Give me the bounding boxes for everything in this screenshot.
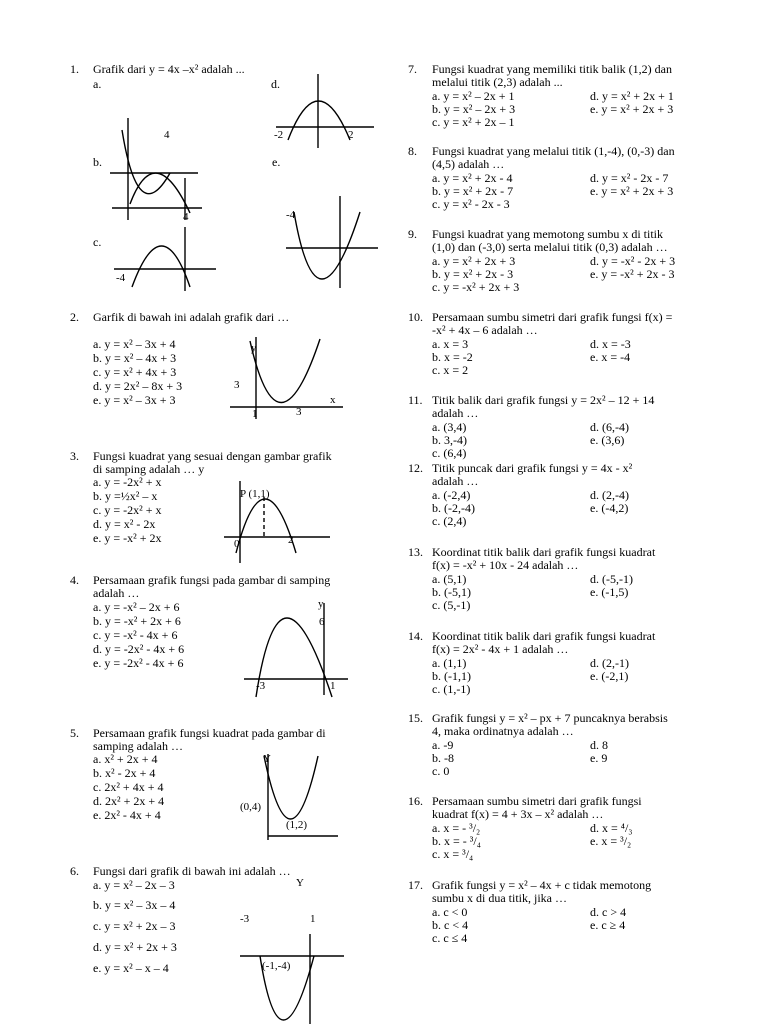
q2-option-c: c. y = x² + 4x + 3 bbox=[93, 365, 177, 379]
q14-option-a: a. (1,1) bbox=[432, 656, 467, 670]
q10-option-c: c. x = 2 bbox=[432, 363, 469, 377]
q3-label-p: P (1,1) bbox=[240, 488, 270, 500]
q17-option-d: d. c > 4 bbox=[590, 905, 627, 919]
q2-number: 2. bbox=[70, 310, 79, 324]
q15-option-a: a. -9 bbox=[432, 738, 454, 752]
q1-graph-e bbox=[282, 196, 382, 291]
q10-stem-line1: Persamaan sumbu simetri dari grafik fungsi f(x) = bbox=[432, 310, 673, 324]
q12-option-e: e. (-4,2) bbox=[590, 501, 629, 515]
q3-stem-line1: Fungsi kuadrat yang sesuai dengan gambar grafik bbox=[93, 449, 332, 463]
q12-stem-line1: Titik puncak dari grafik fungsi y = 4x - x² bbox=[432, 461, 633, 475]
q2-label-1: 1 bbox=[252, 408, 258, 420]
q15-option-c: c. 0 bbox=[432, 764, 450, 778]
q14-option-b: b. (-1,1) bbox=[432, 669, 471, 683]
q8-option-a: a. y = x² + 2x - 4 bbox=[432, 171, 513, 185]
q16-option-e: e. x = ³/₂ bbox=[590, 834, 632, 848]
q12-option-c: c. (2,4) bbox=[432, 514, 467, 528]
q6-label-vertex: (-1,-4) bbox=[262, 960, 291, 972]
q14-stem-line2: f(x) = 2x² - 4x + 1 adalah … bbox=[432, 642, 569, 656]
q1-option-c: c. bbox=[93, 235, 102, 249]
q14-option-e: e. (-2,1) bbox=[590, 669, 629, 683]
q14-option-d: d. (2,-1) bbox=[590, 656, 629, 670]
q12-option-b: b. (-2,-4) bbox=[432, 501, 475, 515]
q4-option-e: e. y = -2x² - 4x + 6 bbox=[93, 656, 184, 670]
q15-number: 15. bbox=[408, 711, 423, 725]
q6-stem: Fungsi dari grafik di bawah ini adalah … bbox=[93, 864, 291, 878]
q3-option-b: b. y =½x² – x bbox=[93, 489, 158, 503]
q4-label-m3: -3 bbox=[256, 680, 266, 692]
q13-stem-line2: f(x) = -x² + 10x - 24 adalah … bbox=[432, 558, 579, 572]
q15-stem-line2: 4, maka ordinatnya adalah … bbox=[432, 724, 574, 738]
q4-number: 4. bbox=[70, 573, 79, 587]
q10-option-e: e. x = -4 bbox=[590, 350, 631, 364]
q2-label-x: x bbox=[330, 394, 336, 406]
q5-number: 5. bbox=[70, 726, 79, 740]
q14-option-c: c. (1,-1) bbox=[432, 682, 471, 696]
q2-label-3b: 3 bbox=[296, 406, 302, 418]
q8-option-d: d. y = x² - 2x - 7 bbox=[590, 171, 669, 185]
q2-option-a: a. y = x² – 3x + 4 bbox=[93, 337, 176, 351]
q6-option-c: c. y = x² + 2x – 3 bbox=[93, 919, 176, 933]
q9-stem-line2: (1,0) dan (-3,0) serta melalui titik (0,3) adalah … bbox=[432, 240, 668, 254]
q16-option-c: c. x = ³/₄ bbox=[432, 847, 474, 861]
q3-label-0: 0 bbox=[234, 538, 240, 550]
q3-stem-line2: di samping adalah … y bbox=[93, 462, 205, 476]
q10-number: 10. bbox=[408, 310, 423, 324]
q4-stem-line1: Persamaan grafik fungsi pada gambar di samping bbox=[93, 573, 331, 587]
q5-label-y: Y bbox=[263, 753, 271, 765]
q6-option-d: d. y = x² + 2x + 3 bbox=[93, 940, 177, 954]
q14-number: 14. bbox=[408, 629, 423, 643]
q2-option-e: e. y = x² – 3x + 3 bbox=[93, 393, 176, 407]
q10-option-b: b. x = -2 bbox=[432, 350, 473, 364]
q3-option-d: d. y = x² - 2x bbox=[93, 517, 156, 531]
q2-stem: Garfik di bawah ini adalah grafik dari … bbox=[93, 310, 290, 324]
q12-stem-line2: adalah … bbox=[432, 474, 479, 488]
q9-number: 9. bbox=[408, 227, 417, 241]
q1-b-label-4: 4 bbox=[164, 129, 170, 141]
q13-stem-line1: Koordinat titik balik dari grafik fungsi kuadrat bbox=[432, 545, 656, 559]
q5-stem-line1: Persamaan grafik fungsi kuadrat pada gambar di bbox=[93, 726, 326, 740]
q7-stem-line1: Fungsi kuadrat yang memiliki titik balik (1,2) dan bbox=[432, 62, 672, 76]
q1-d-label-2: 2 bbox=[348, 129, 354, 141]
q5-option-d: d. 2x² + 2x + 4 bbox=[93, 794, 165, 808]
q8-option-c: c. y = x² - 2x - 3 bbox=[432, 197, 510, 211]
q7-number: 7. bbox=[408, 62, 417, 76]
q7-option-d: d. y = x² + 2x + 1 bbox=[590, 89, 674, 103]
q13-option-e: e. (-1,5) bbox=[590, 585, 629, 599]
q3-option-c: c. y = -2x² + x bbox=[93, 503, 162, 517]
q3-label-2: 2 bbox=[288, 534, 294, 546]
q9-stem-line1: Fungsi kuadrat yang memotong sumbu x di titik bbox=[432, 227, 663, 241]
q15-option-e: e. 9 bbox=[590, 751, 608, 765]
q9-option-c: c. y = -x² + 2x + 3 bbox=[432, 280, 520, 294]
q1-e-label-m4: -4 bbox=[286, 209, 296, 221]
q2-label-3: 3 bbox=[234, 379, 240, 391]
q4-stem-line2: adalah … bbox=[93, 586, 140, 600]
q1-graph-d bbox=[270, 72, 380, 152]
q6-number: 6. bbox=[70, 864, 79, 878]
q7-stem-line2: melalui titik (2,3) adalah ... bbox=[432, 75, 563, 89]
q8-option-e: e. y = x² + 2x + 3 bbox=[590, 184, 674, 198]
q8-stem-line1: Fungsi kuadrat yang melalui titik (1,-4), (0,-3) dan bbox=[432, 144, 675, 158]
q14-stem-line1: Koordinat titik balik dari grafik fungsi kuadrat bbox=[432, 629, 656, 643]
q15-option-d: d. 8 bbox=[590, 738, 608, 752]
q6-option-b: b. y = x² – 3x – 4 bbox=[93, 898, 176, 912]
q6-label-y: Y bbox=[296, 877, 304, 889]
q8-stem-line2: (4,5) adalah … bbox=[432, 157, 505, 171]
q11-option-b: b. 3,-4) bbox=[432, 433, 467, 447]
q7-option-c: c. y = x² + 2x – 1 bbox=[432, 115, 515, 129]
q6-option-a: a. y = x² – 2x – 3 bbox=[93, 878, 175, 892]
q5-option-c: c. 2x² + 4x + 4 bbox=[93, 780, 164, 794]
q16-option-a: a. x = - ³/₂ bbox=[432, 821, 481, 835]
q2-option-d: d. y = 2x² – 8x + 3 bbox=[93, 379, 183, 393]
q16-option-d: d. x = ⁴/₃ bbox=[590, 821, 633, 835]
q17-option-a: a. c < 0 bbox=[432, 905, 468, 919]
q13-option-d: d. (-5,-1) bbox=[590, 572, 633, 586]
q11-option-a: a. (3,4) bbox=[432, 420, 467, 434]
q13-option-c: c. (5,-1) bbox=[432, 598, 471, 612]
q9-option-b: b. y = x² + 2x - 3 bbox=[432, 267, 514, 281]
q4-option-d: d. y = -2x² - 4x + 6 bbox=[93, 642, 185, 656]
q10-option-d: d. x = -3 bbox=[590, 337, 631, 351]
q12-option-a: a. (-2,4) bbox=[432, 488, 471, 502]
q7-option-a: a. y = x² – 2x + 1 bbox=[432, 89, 515, 103]
q17-stem-line1: Grafik fungsi y = x² – 4x + c tidak memotong bbox=[432, 878, 652, 892]
q12-option-d: d. (2,-4) bbox=[590, 488, 629, 502]
q4-option-b: b. y = -x² + 2x + 6 bbox=[93, 614, 181, 628]
q5-label-04: (0,4) bbox=[240, 801, 262, 813]
q15-option-b: b. -8 bbox=[432, 751, 454, 765]
q2-option-b: b. y = x² – 4x + 3 bbox=[93, 351, 177, 365]
q17-option-c: c. c ≤ 4 bbox=[432, 931, 468, 945]
q4-graph bbox=[242, 597, 352, 697]
q13-number: 13. bbox=[408, 545, 423, 559]
q11-stem-line1: Titik balik dari grafik fungsi y = 2x² – 12 + 14 bbox=[432, 393, 655, 407]
q6-option-e: e. y = x² – x – 4 bbox=[93, 961, 169, 975]
q10-stem-line2: -x² + 4x – 6 adalah … bbox=[432, 323, 538, 337]
q13-option-b: b. (-5,1) bbox=[432, 585, 471, 599]
q3-graph bbox=[222, 475, 332, 565]
q1-stem: Grafik dari y = 4x –x² adalah ... bbox=[93, 62, 245, 76]
q15-stem-line1: Grafik fungsi y = x² – px + 7 puncaknya berabsis bbox=[432, 711, 668, 725]
q1-option-e: e. bbox=[272, 155, 281, 169]
q1-graph-ab bbox=[100, 118, 210, 228]
q9-option-e: e. y = -x² + 2x - 3 bbox=[590, 267, 675, 281]
q12-number: 12. bbox=[408, 461, 423, 475]
q17-option-e: e. c ≥ 4 bbox=[590, 918, 626, 932]
q11-stem-line2: adalah … bbox=[432, 406, 479, 420]
q4-option-c: c. y = -x² - 4x + 6 bbox=[93, 628, 178, 642]
q9-option-d: d. y = -x² - 2x + 3 bbox=[590, 254, 676, 268]
q1-d-label-m2: -2 bbox=[274, 129, 284, 141]
q11-option-d: d. (6,-4) bbox=[590, 420, 629, 434]
q17-option-b: b. c < 4 bbox=[432, 918, 469, 932]
q1-b-label-4b: 4 bbox=[183, 211, 189, 223]
q2-label-y: y bbox=[251, 342, 257, 354]
q16-stem-line1: Persamaan sumbu simetri dari grafik fungsi bbox=[432, 794, 642, 808]
q16-number: 16. bbox=[408, 794, 423, 808]
q1-option-b: b. bbox=[93, 155, 102, 169]
q7-option-e: e. y = x² + 2x + 3 bbox=[590, 102, 674, 116]
q16-stem-line2: kuadrat f(x) = 4 + 3x – x² adalah … bbox=[432, 807, 604, 821]
q2-graph bbox=[228, 335, 348, 420]
q1-c-label-m4: -4 bbox=[116, 272, 126, 284]
q4-option-a: a. y = -x² – 2x + 6 bbox=[93, 600, 180, 614]
q8-option-b: b. y = x² + 2x - 7 bbox=[432, 184, 514, 198]
q3-option-e: e. y = -x² + 2x bbox=[93, 531, 162, 545]
q9-option-a: a. y = x² + 2x + 3 bbox=[432, 254, 516, 268]
q5-option-a: a. x² + 2x + 4 bbox=[93, 752, 158, 766]
q8-number: 8. bbox=[408, 144, 417, 158]
q6-label-m3: -3 bbox=[240, 913, 250, 925]
q5-option-b: b. x² - 2x + 4 bbox=[93, 766, 156, 780]
q11-option-c: c. (6,4) bbox=[432, 446, 467, 460]
q17-number: 17. bbox=[408, 878, 423, 892]
q16-option-b: b. x = - ³/₄ bbox=[432, 834, 481, 848]
q1-option-a: a. bbox=[93, 77, 102, 91]
q6-label-1: 1 bbox=[310, 913, 316, 925]
q3-number: 3. bbox=[70, 449, 79, 463]
q10-option-a: a. x = 3 bbox=[432, 337, 469, 351]
q4-label-6: 6 bbox=[319, 616, 325, 628]
q7-option-b: b. y = x² – 2x + 3 bbox=[432, 102, 516, 116]
q11-option-e: e. (3,6) bbox=[590, 433, 625, 447]
q3-option-a: a. y = -2x² + x bbox=[93, 475, 162, 489]
q1-number: 1. bbox=[70, 62, 79, 76]
q1-option-d: d. bbox=[271, 77, 280, 91]
q11-number: 11. bbox=[408, 393, 423, 407]
q5-option-e: e. 2x² - 4x + 4 bbox=[93, 808, 161, 822]
q4-label-1: 1 bbox=[330, 680, 336, 692]
q6-graph bbox=[238, 874, 348, 1024]
q17-stem-line2: sumbu x di dua titik, jika … bbox=[432, 891, 567, 905]
q5-stem-line2: samping adalah … bbox=[93, 739, 183, 753]
q13-option-a: a. (5,1) bbox=[432, 572, 467, 586]
q4-label-y: y bbox=[318, 598, 324, 610]
q5-label-12: (1,2) bbox=[286, 819, 308, 831]
q5-graph bbox=[238, 752, 348, 842]
q1-graph-c bbox=[110, 225, 220, 295]
